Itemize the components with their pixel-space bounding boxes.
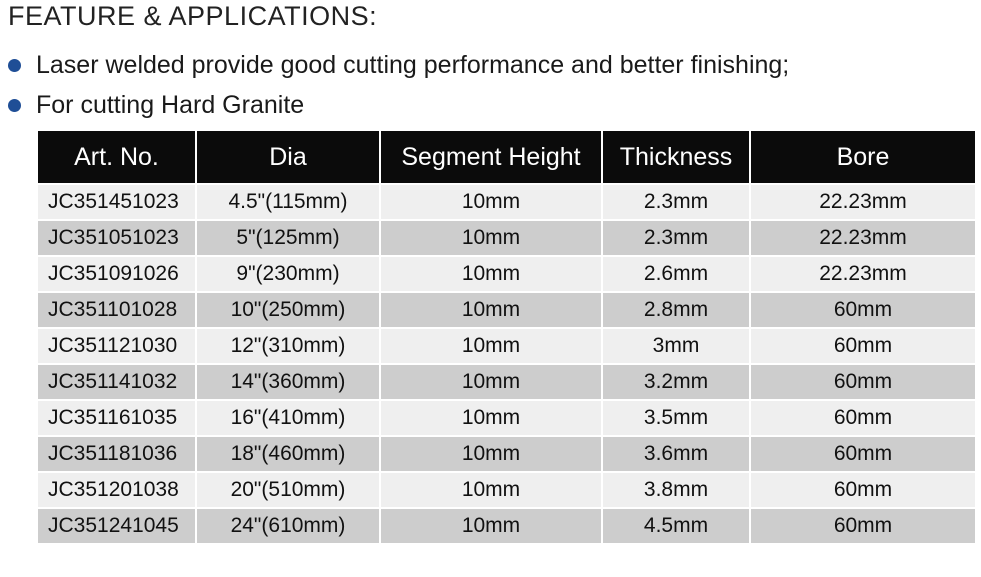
header-art-no: Art. No. [38, 131, 195, 183]
cell-dia: 20"(510mm) [197, 473, 379, 507]
cell-segment-height: 10mm [381, 257, 601, 291]
header-segment-height: Segment Height [381, 131, 601, 183]
cell-dia: 10"(250mm) [197, 293, 379, 327]
cell-segment-height: 10mm [381, 401, 601, 435]
cell-dia: 24"(610mm) [197, 509, 379, 543]
cell-dia: 16"(410mm) [197, 401, 379, 435]
cell-segment-height: 10mm [381, 293, 601, 327]
table-row [38, 293, 975, 327]
table-row [38, 509, 975, 543]
table-row [38, 221, 975, 255]
page-title: FEATURE & APPLICATIONS: [8, 1, 378, 31]
cell-bore: 60mm [751, 293, 975, 327]
cell-art-no: JC351141032 [38, 365, 195, 399]
cell-art-no: JC351051023 [38, 221, 195, 255]
cell-art-no: JC351241045 [38, 509, 195, 543]
cell-thickness: 2.6mm [603, 257, 749, 291]
cell-thickness: 3mm [603, 329, 749, 363]
cell-segment-height: 10mm [381, 473, 601, 507]
cell-segment-height: 10mm [381, 329, 601, 363]
table-row [38, 437, 975, 471]
feature-item [0, 48, 789, 88]
cell-segment-height: 10mm [381, 509, 601, 543]
table-row [38, 185, 975, 219]
cell-thickness: 4.5mm [603, 509, 749, 543]
feature-list [0, 48, 789, 128]
cell-art-no: JC351161035 [38, 401, 195, 435]
cell-bore: 60mm [751, 473, 975, 507]
table-row [38, 401, 975, 435]
feature-text: Laser welded provide good cutting performance and better finishing; [36, 51, 790, 79]
cell-thickness: 2.3mm [603, 185, 749, 219]
cell-bore: 60mm [751, 509, 975, 543]
cell-bore: 60mm [751, 365, 975, 399]
cell-dia: 4.5"(115mm) [197, 185, 379, 219]
cell-dia: 5"(125mm) [197, 221, 379, 255]
cell-art-no: JC351201038 [38, 473, 195, 507]
header-bore: Bore [751, 131, 975, 183]
cell-thickness: 3.8mm [603, 473, 749, 507]
cell-thickness: 2.8mm [603, 293, 749, 327]
cell-thickness: 3.6mm [603, 437, 749, 471]
cell-segment-height: 10mm [381, 185, 601, 219]
header-dia: Dia [197, 131, 379, 183]
cell-dia: 18"(460mm) [197, 437, 379, 471]
table-row [38, 257, 975, 291]
cell-art-no: JC351451023 [38, 185, 195, 219]
cell-dia: 12"(310mm) [197, 329, 379, 363]
table-body [38, 185, 975, 543]
header-thickness: Thickness [603, 131, 749, 183]
cell-bore: 60mm [751, 437, 975, 471]
cell-bore: 22.23mm [751, 257, 975, 291]
table-row [38, 473, 975, 507]
specification-table [36, 129, 977, 545]
cell-art-no: JC351181036 [38, 437, 195, 471]
cell-thickness: 3.2mm [603, 365, 749, 399]
cell-bore: 60mm [751, 401, 975, 435]
table-row [38, 329, 975, 363]
cell-art-no: JC351091026 [38, 257, 195, 291]
table-row [38, 365, 975, 399]
cell-segment-height: 10mm [381, 221, 601, 255]
cell-bore: 60mm [751, 329, 975, 363]
cell-art-no: JC351101028 [38, 293, 195, 327]
cell-thickness: 2.3mm [603, 221, 749, 255]
cell-art-no: JC351121030 [38, 329, 195, 363]
cell-dia: 14"(360mm) [197, 365, 379, 399]
cell-segment-height: 10mm [381, 437, 601, 471]
cell-dia: 9"(230mm) [197, 257, 379, 291]
cell-bore: 22.23mm [751, 185, 975, 219]
cell-segment-height: 10mm [381, 365, 601, 399]
feature-text: For cutting Hard Granite [36, 91, 305, 119]
feature-item [0, 88, 789, 128]
cell-bore: 22.23mm [751, 221, 975, 255]
bullet-icon [8, 59, 21, 72]
bullet-icon [8, 99, 21, 112]
table-header-row [38, 131, 975, 183]
cell-thickness: 3.5mm [603, 401, 749, 435]
